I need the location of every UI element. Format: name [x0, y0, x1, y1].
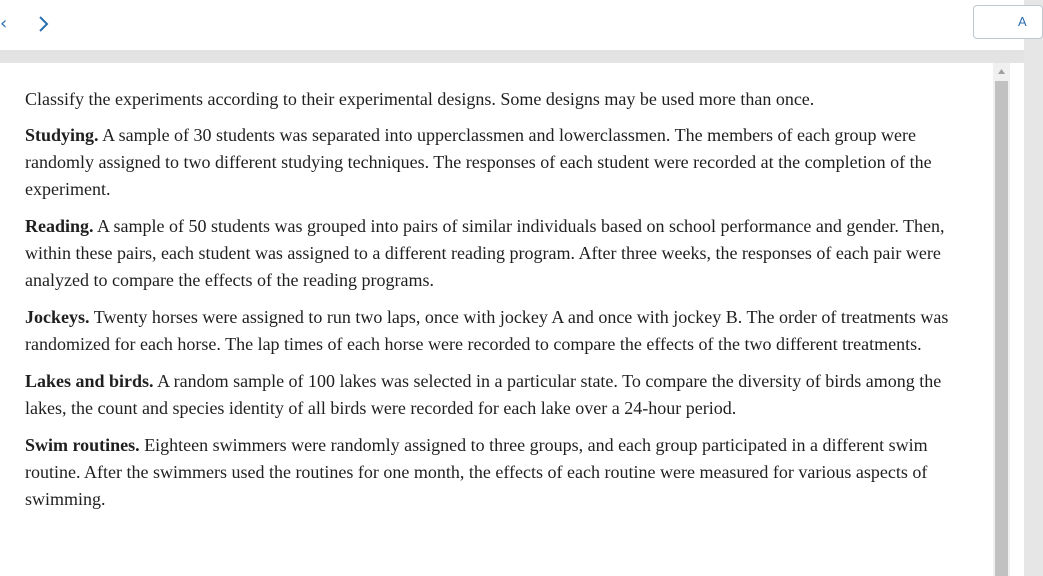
scroll-up-button[interactable]: [993, 63, 1010, 80]
experiment-description: Twenty horses were assigned to run two laps, once with jockey A and once with jockey B. The order of treatments was randomized for each horse. The lap times of each horse were recorded to compare the effects of the two different treatments.: [25, 307, 949, 354]
experiment-studying: [25, 122, 973, 203]
chevron-right-icon: [32, 10, 56, 38]
experiment-description: A sample of 50 students was grouped into pairs of similar individuals based on school performance and gender. Then, within these pairs, each student was assigned to a different reading program. After three weeks, the responses of each pair were analyzed to compare the effects of the reading programs.: [25, 216, 945, 290]
experiment-description: A random sample of 100 lakes was selected in a particular state. To compare the diversity of birds among the lakes, the count and species identity of all birds were recorded for each lake over a 24-hour period.: [25, 371, 942, 418]
vertical-scrollbar[interactable]: [993, 63, 1010, 576]
top-right-button[interactable]: [973, 5, 1043, 39]
previous-question-button[interactable]: [0, 12, 6, 36]
top-right-button-label: A: [1018, 14, 1027, 29]
experiment-description: A sample of 30 students was separated into upperclassmen and lowerclassmen. The members of each group were randomly assigned to two different studying techniques. The responses of each student were recorded at the completion of the experiment.: [25, 125, 932, 199]
experiment-title: Lakes and birds.: [25, 371, 154, 391]
right-gutter: [1010, 63, 1024, 576]
experiment-lakes-and-birds: [25, 368, 973, 422]
question-content: [0, 63, 993, 576]
question-instructions: Classify the experiments according to their experimental designs. Some designs may be used more than once.: [25, 89, 815, 109]
experiment-title: Studying.: [25, 125, 99, 145]
experiment-title: Jockeys.: [25, 307, 90, 327]
header-divider: [0, 50, 1024, 63]
experiment-jockeys: [25, 304, 973, 358]
experiment-swim-routines: [25, 432, 973, 513]
next-question-button[interactable]: [32, 10, 56, 38]
experiment-reading: [25, 213, 973, 294]
scrollbar-thumb[interactable]: [995, 81, 1008, 576]
chevron-left-icon: ‹: [0, 13, 8, 34]
scroll-up-arrow-icon: [993, 63, 1010, 80]
top-navigation-bar: [0, 0, 1027, 50]
experiment-description: Eighteen swimmers were randomly assigned to three groups, and each group participated in a different swim routine. After the swimmers used the routines for one month, the effects of each routine were measured for various aspects of swimming.: [25, 435, 928, 509]
experiment-title: Reading.: [25, 216, 94, 236]
experiment-title: Swim routines.: [25, 435, 140, 455]
